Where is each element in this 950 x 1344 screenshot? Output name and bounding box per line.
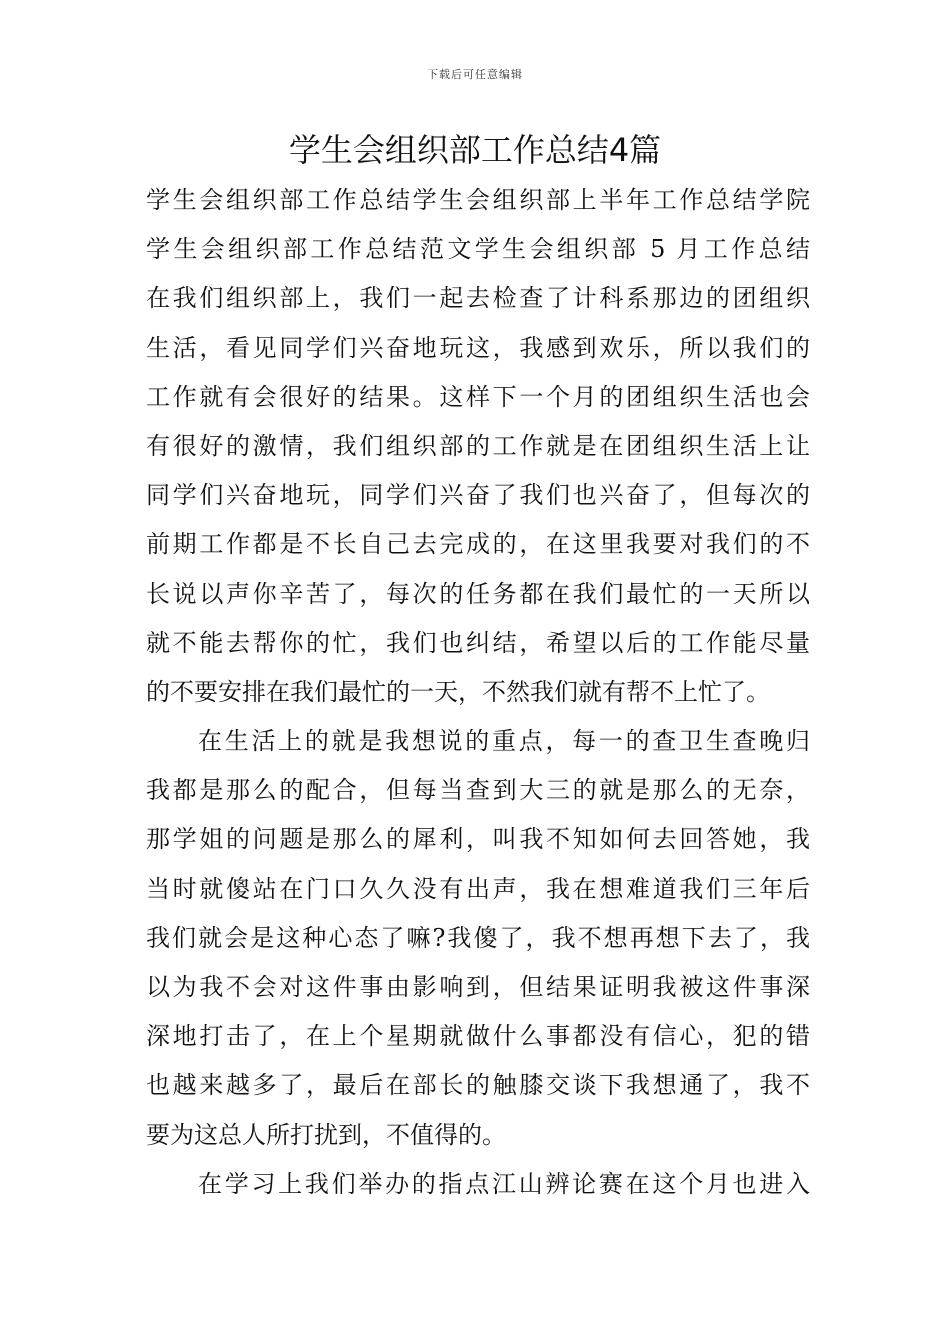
page-header-note: 下载后可任意编辑 bbox=[427, 68, 523, 81]
body-line: 也越来越多了，最后在部长的触膝交谈下我想通了，我不 bbox=[146, 1071, 810, 1100]
body-line: 的不要安排在我们最忙的一天，不然我们就有帮不上忙了。 bbox=[146, 677, 770, 706]
body-line: 学生会组织部工作总结范文学生会组织部 5 月工作总结 bbox=[146, 235, 810, 264]
body-line: 同学们兴奋地玩，同学们兴奋了我们也兴奋了，但每次的 bbox=[146, 481, 810, 510]
body-line: 在生活上的就是我想说的重点，每一的查卫生查晚归 bbox=[198, 727, 810, 756]
body-line: 我都是那么的配合，但每当查到大三的就是那么的无奈， bbox=[146, 776, 810, 805]
body-line: 工作就有会很好的结果。这样下一个月的团组织生活也会 bbox=[146, 382, 810, 411]
body-line: 就不能去帮你的忙，我们也纠结，希望以后的工作能尽量 bbox=[146, 628, 810, 657]
body-line: 那学姐的问题是那么的犀利，叫我不知如何去回答她，我 bbox=[146, 825, 810, 854]
document-title: 学生会组织部工作总结4篇 bbox=[288, 131, 662, 169]
body-line: 在学习上我们举办的指点江山辨论赛在这个月也进入 bbox=[198, 1169, 810, 1198]
body-line: 以为我不会对这件事由影响到，但结果证明我被这件事深 bbox=[146, 973, 810, 1001]
body-line: 在我们组织部上，我们一起去检查了计科系那边的团组织 bbox=[146, 284, 810, 313]
body-line: 我们就会是这种心态了嘛?我傻了，我不想再想下去了，我 bbox=[146, 923, 810, 952]
body-line: 有很好的激情，我们组织部的工作就是在团组织生活上让 bbox=[146, 431, 810, 460]
body-line: 前期工作都是不长自己去完成的，在这里我要对我们的不 bbox=[146, 530, 810, 559]
body-line: 学生会组织部工作总结学生会组织部上半年工作总结学院 bbox=[146, 186, 810, 214]
body-line: 要为这总人所打扰到，不值得的。 bbox=[146, 1120, 506, 1149]
body-line: 深地打击了，在上个星期就做什么事都没有信心，犯的错 bbox=[146, 1022, 810, 1051]
body-line: 长说以声你辛苦了，每次的任务都在我们最忙的一天所以 bbox=[146, 579, 810, 608]
body-line: 当时就傻站在门口久久没有出声，我在想难道我们三年后 bbox=[146, 874, 810, 903]
document-body bbox=[146, 176, 810, 1209]
body-line: 生活，看见同学们兴奋地玩这，我感到欢乐，所以我们的 bbox=[146, 333, 810, 362]
